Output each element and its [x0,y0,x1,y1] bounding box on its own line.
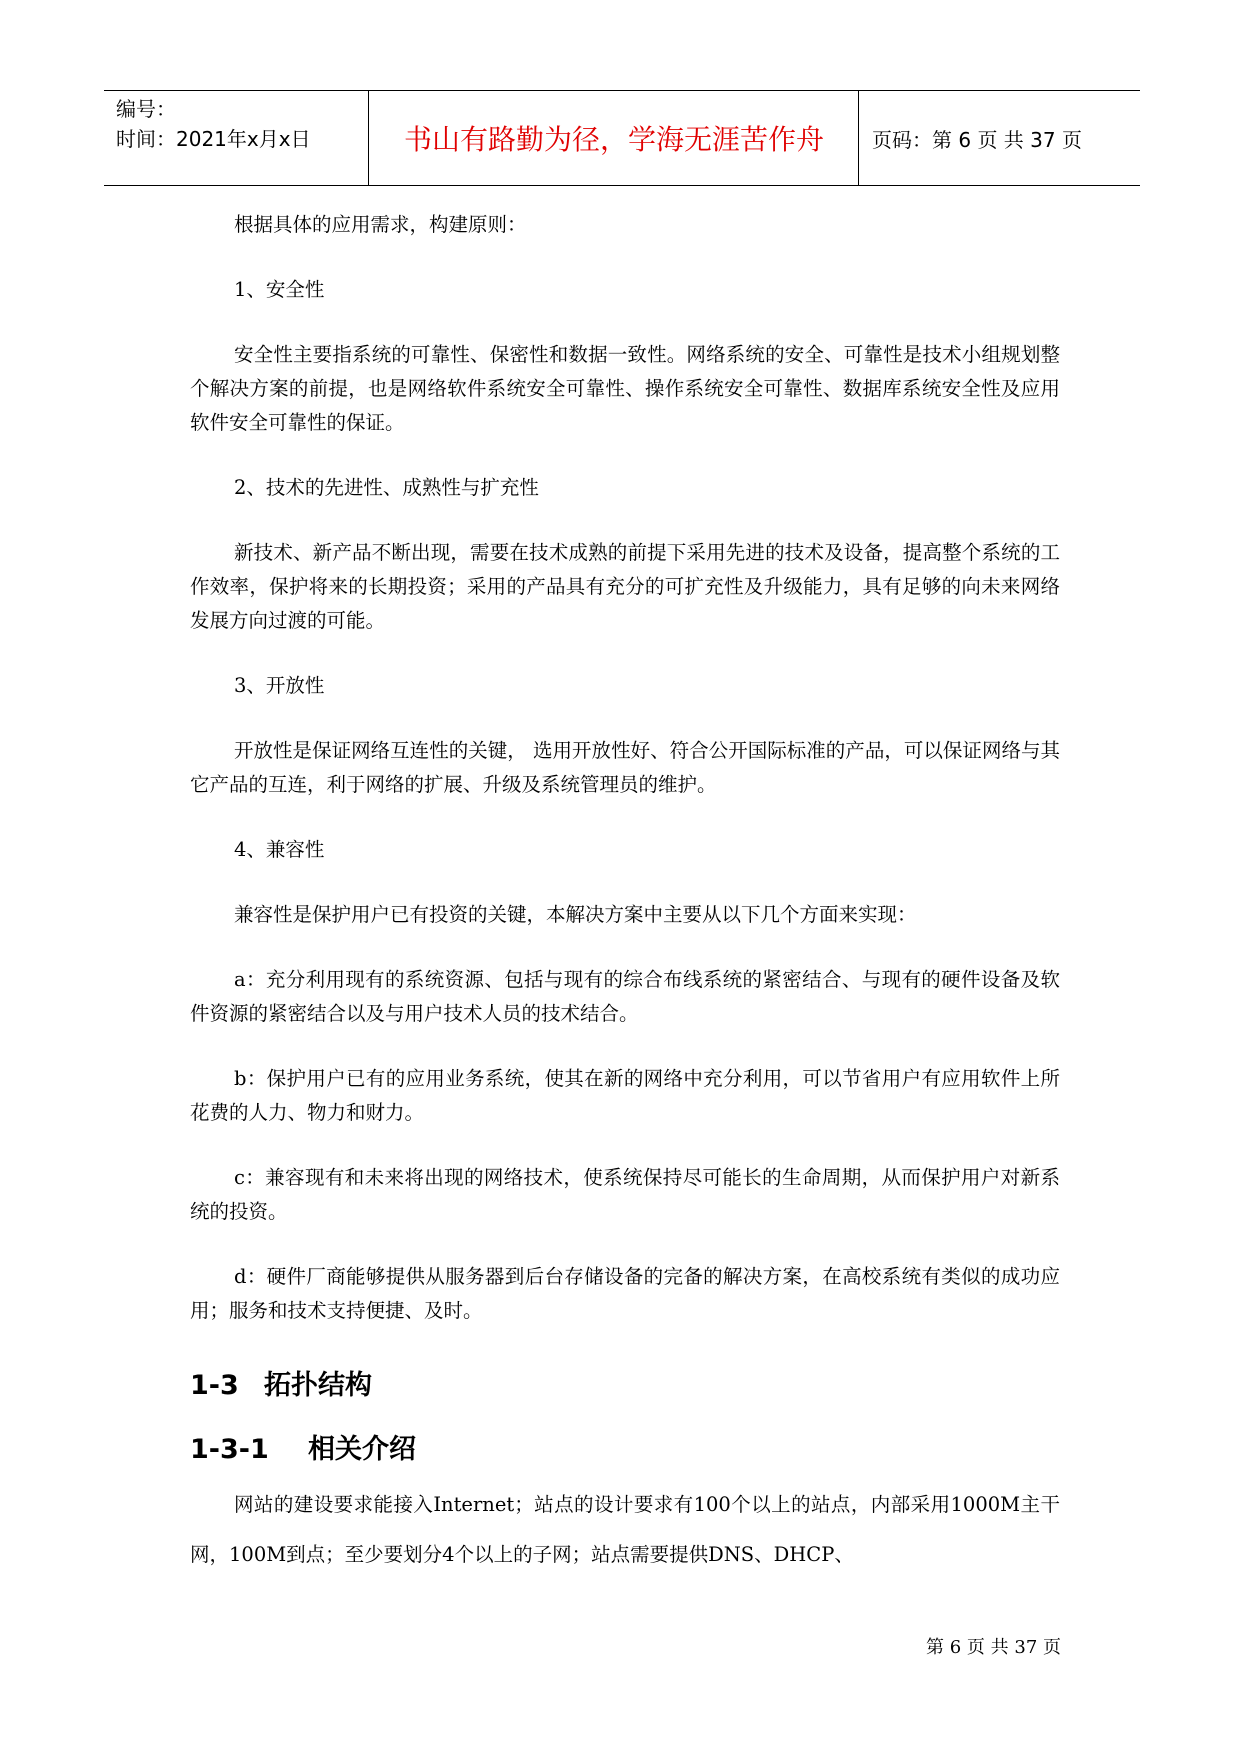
paragraph-website-requirements: 网站的建设要求能接入Internet；站点的设计要求有100个以上的站点，内部采用1000M主干网，100M到点；至少要划分4个以上的子网；站点需要提供DNS、DHCP、 [190,1493,1060,1566]
header-divider [858,91,859,185]
paragraph-advanced: 新技术、新产品不断出现，需要在技术成熟的前提下采用先进的技术及设备，提高整个系统的工作效率，保护将来的长期投资；采用的产品具有充分的可扩充性及升级能力，具有足够的向未来网络发展方向过渡的可能。 [190,541,1060,632]
document-body [190,208,1060,1580]
page-header [104,90,1140,186]
heading-introduction [190,1430,1060,1470]
paragraph-security: 安全性主要指系统的可靠性、保密性和数据一致性。网络系统的安全、可靠性是技术小组规划整个解决方案的前提，也是网络软件系统安全可靠性、操作系统安全可靠性、数据库系统安全性及应用软件安全可靠性的保证。 [190,343,1060,434]
header-page-code: 页码：第 6 页 共 37 页 [872,127,1082,152]
list-item-a: a：充分利用现有的系统资源、包括与现有的综合布线系统的紧密结合、与现有的硬件设备及软件资源的紧密结合以及与用户技术人员的技术结合。 [190,968,1060,1025]
subheading-text: 相关介绍 [308,1434,416,1465]
header-number-label: 编号： [116,97,176,121]
section-title-advanced: 2、技术的先进性、成熟性与扩充性 [234,476,539,499]
intro-paragraph: 根据具体的应用需求，构建原则： [234,213,527,236]
header-motto: 书山有路勤为径，学海无涯苦作舟 [403,123,824,156]
heading-text: 拓扑结构 [264,1370,372,1401]
header-divider [368,91,369,185]
list-item-d: d：硬件厂商能够提供从服务器到后台存储设备的完备的解决方案，在高校系统有类似的成功应用；服务和技术支持便捷、及时。 [190,1265,1060,1322]
heading-number: 1-3 [190,1370,239,1401]
paragraph-openness: 开放性是保证网络互连性的关键， 选用开放性好、符合公开国际标准的产品，可以保证网络与其它产品的互连，利于网络的扩展、升级及系统管理员的维护。 [190,739,1060,796]
list-item-b: b：保护用户已有的应用业务系统，使其在新的网络中充分利用，可以节省用户有应用软件上所花费的人力、物力和财力。 [190,1067,1060,1124]
page-footer: 第 6 页 共 37 页 [926,1637,1061,1658]
section-title-compatibility: 4、兼容性 [234,838,325,861]
section-title-openness: 3、开放性 [234,674,325,697]
paragraph-compatibility: 兼容性是保护用户已有投资的关键，本解决方案中主要从以下几个方面来实现： [234,903,917,926]
subheading-number: 1-3-1 [190,1434,269,1465]
list-item-c: c：兼容现有和未来将出现的网络技术，使系统保持尽可能长的生命周期，从而保护用户对新系统的投资。 [190,1166,1060,1223]
header-meta [116,95,364,153]
heading-topology [190,1366,1060,1406]
header-date: 时间：2021年x月x日 [116,127,311,151]
section-title-security: 1、安全性 [234,278,325,301]
